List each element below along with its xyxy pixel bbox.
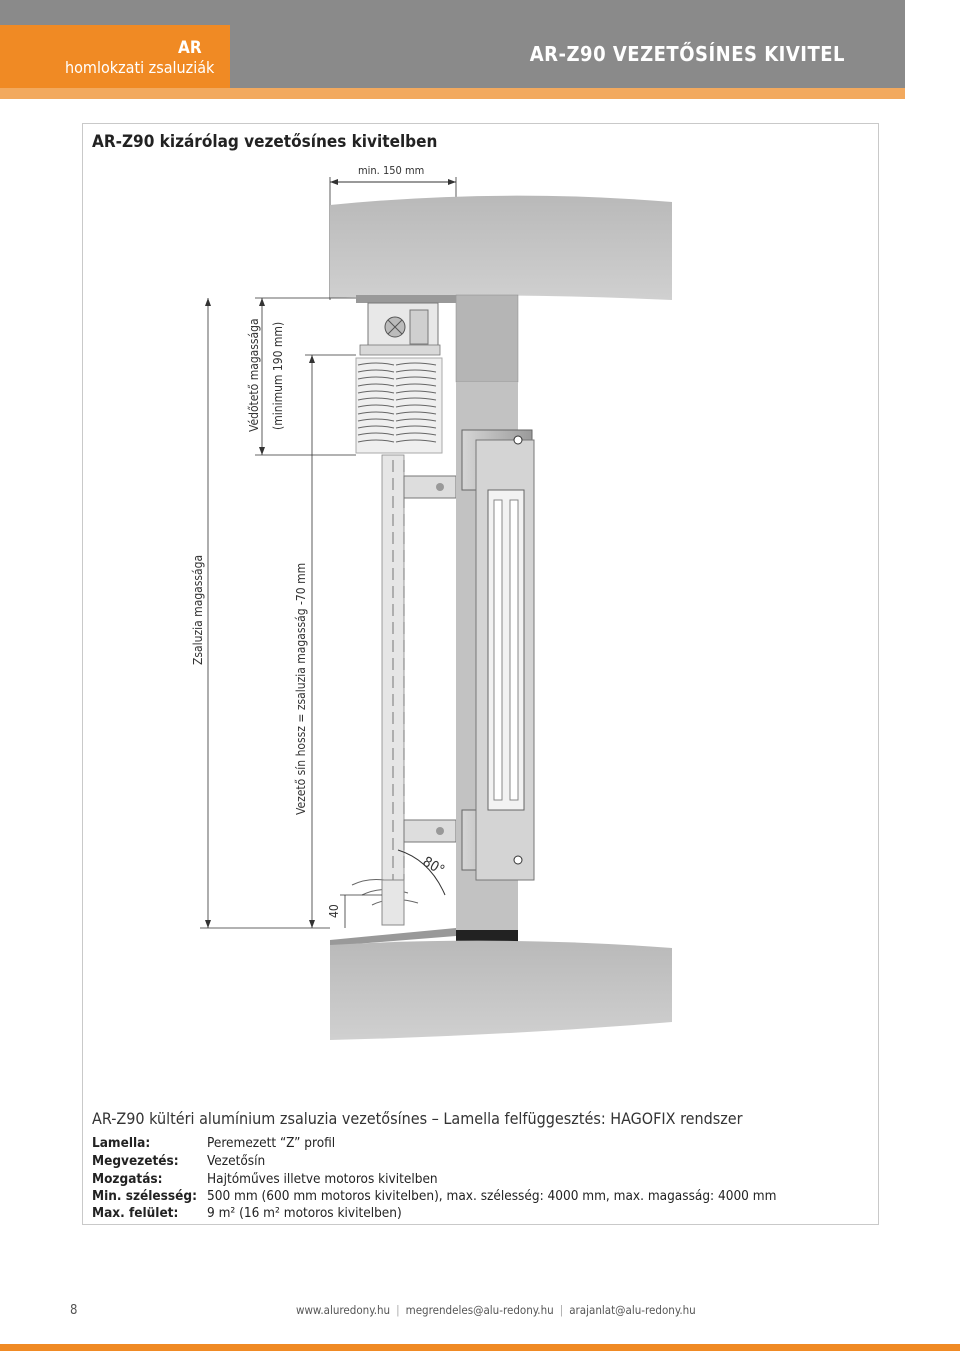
spec-value: Hajtóműves illetve motoros kivitelben: [207, 1171, 438, 1187]
footer-web-link[interactable]: www.aluredony.hu: [296, 1303, 391, 1317]
spec-value: Vezetősín: [207, 1153, 266, 1169]
spec-row: [92, 1153, 265, 1169]
rail-bracket-top: [404, 476, 456, 498]
footer-email-quotes[interactable]: arajanlat@alu-redony.hu: [569, 1303, 696, 1317]
spec-key: Mozgatás:: [92, 1171, 163, 1187]
spec-row: [92, 1188, 776, 1204]
guide-rail: [382, 455, 404, 925]
dim-top-label: min. 150 mm: [358, 164, 425, 177]
rail-bracket-bottom: [404, 820, 456, 842]
label-shutter-height: Zsaluzia magassága: [191, 554, 205, 665]
dim-shutter-height: [200, 298, 330, 928]
cover-box: [356, 295, 456, 355]
dim-40: [340, 895, 382, 928]
label-cover-height: Védőtető magassága: [247, 318, 261, 432]
footer-links: [296, 1303, 696, 1317]
spec-row: [92, 1135, 335, 1151]
spec-value: Peremezett “Z” profil: [207, 1135, 336, 1151]
spec-value: 500 mm (600 mm motoros kivitelben), max. szélesség: 4000 mm, max. magasság: 4000 mm: [207, 1188, 777, 1204]
spec-title: AR-Z90 kültéri alumínium zsaluzia vezetősínes – Lamella felfüggesztés: HAGOFIX rendszer: [92, 1109, 743, 1128]
brand-label: AR: [178, 38, 202, 58]
label-cover-min: (minimum 190 mm): [271, 321, 285, 430]
label-40: 40: [327, 904, 341, 918]
page-title: AR-Z90 VEZETŐSÍNES KIVITEL: [529, 42, 845, 66]
lintel-block: [456, 295, 518, 382]
label-rail-length: Vezető sín hossz = zsaluzia magasság -70 mm: [294, 562, 308, 815]
footer-separator: |: [559, 1303, 564, 1317]
upper-wall: [330, 196, 672, 300]
spec-row: [92, 1171, 438, 1187]
spec-key: Lamella:: [92, 1135, 151, 1151]
angle-label: 80°: [419, 853, 448, 879]
lamella-stack: [356, 358, 442, 453]
spec-key: Max. felület:: [92, 1205, 179, 1221]
spec-row: [92, 1205, 402, 1221]
lower-wall: [330, 941, 672, 1040]
footer-bar: [0, 1344, 960, 1351]
spec-value: 9 m² (16 m² motoros kivitelben): [207, 1205, 402, 1221]
footer-separator: |: [396, 1303, 400, 1317]
spec-key: Min. szélesség:: [92, 1188, 197, 1204]
spec-key: Megvezetés:: [92, 1153, 179, 1169]
dim-rail-length: [305, 355, 356, 928]
page-number: 8: [70, 1303, 78, 1318]
brand-subtitle: homlokzati zsaluziák: [65, 58, 215, 77]
section-title: AR-Z90 kizárólag vezetősínes kivitelben: [92, 132, 438, 152]
footer-email-orders[interactable]: megrendeles@alu-redony.hu: [405, 1303, 554, 1317]
